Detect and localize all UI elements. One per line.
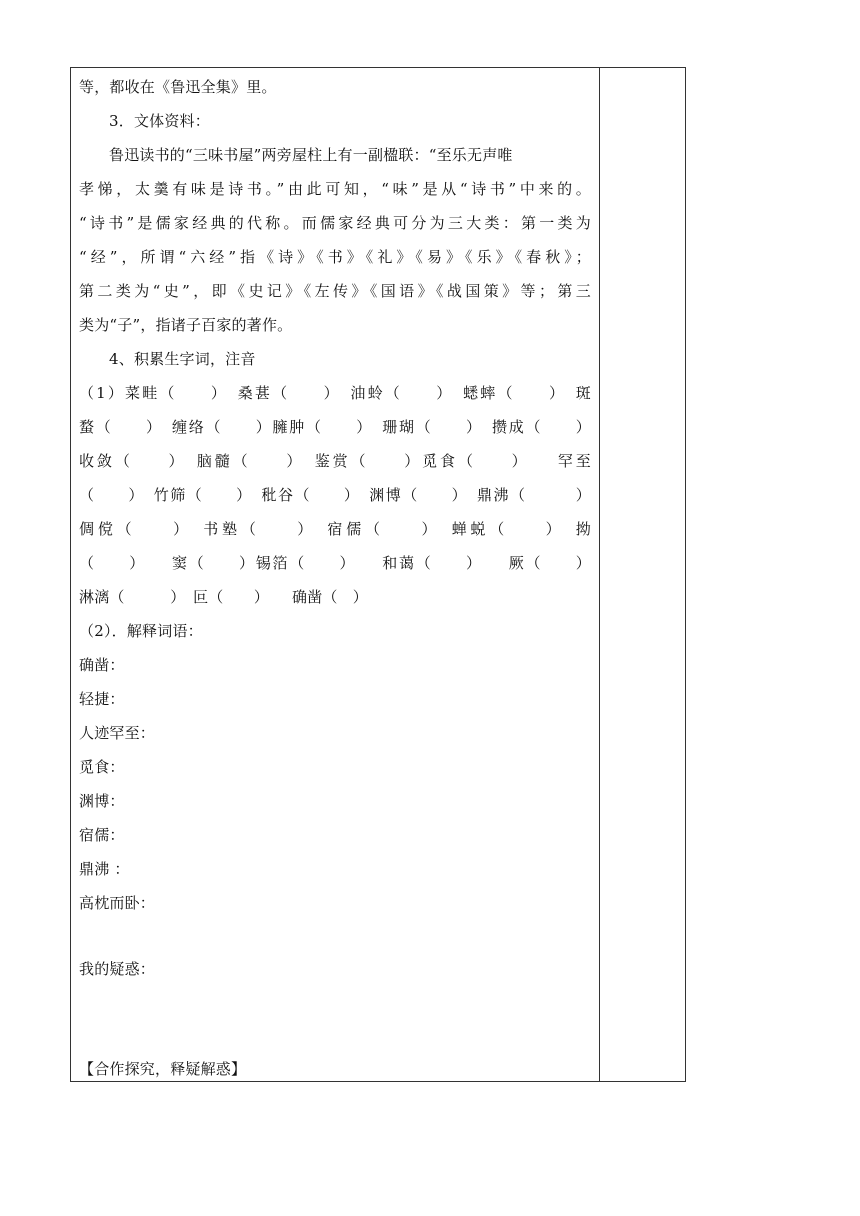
content-cell — [71, 68, 599, 1081]
vocab-line: （ ） 窦（ ）锡箔（ ） 和蔼（ ） 厥（ ） — [79, 554, 591, 572]
section-heading: 4、积累生字词，注音 — [109, 350, 256, 368]
section-heading: 【合作探究，释疑解惑】 — [79, 1060, 247, 1078]
vocab-line: 蝥（ ） 缠络（ ）臃肿（ ） 珊瑚（ ） 攒成（ ） — [79, 418, 591, 436]
section-heading: （2）．解释词语： — [79, 622, 203, 640]
term-line: 确凿： — [79, 656, 125, 674]
worksheet-table — [70, 67, 686, 1082]
term-line: 觅食： — [79, 758, 125, 776]
text-line: 鲁迅读书的“三味书屋”两旁屋柱上有一副楹联：“至乐无声唯 — [109, 146, 513, 164]
vocab-line: （ ） 竹筛（ ） 秕谷（ ） 渊博（ ） 鼎沸（ ） — [79, 486, 591, 504]
text-line: “诗书”是儒家经典的代称。而儒家经典可分为三大类：第一类为 — [79, 214, 591, 232]
text-line: 类为“子”，指诸子百家的著作。 — [79, 316, 293, 334]
vocab-line: 倜傥（ ） 书塾（ ） 宿儒（ ） 蝉蜕（ ） 拗 — [79, 520, 591, 538]
vocab-line: （1）菜畦（ ） 桑葚（ ） 油蛉（ ） 蟋蟀（ ） 斑 — [79, 384, 591, 402]
term-line: 轻捷： — [79, 690, 125, 708]
section-heading: 3．文体资料： — [109, 112, 210, 130]
column-divider — [599, 68, 600, 1081]
text-line: 等，都收在《鲁迅全集》里。 — [79, 78, 277, 96]
text-line: 第二类为“史”，即《史记》《左传》《国语》《战国策》等；第三 — [79, 282, 591, 300]
term-line: 鼎沸 ： — [79, 860, 130, 878]
text-line: 孝悌，太羹有味是诗书。”由此可知，“味”是从“诗书”中来的。 — [79, 180, 591, 198]
term-line: 渊博： — [79, 792, 125, 810]
vocab-line: 收敛（ ） 脑髓（ ） 鉴赏（ ）觅食（ ） 罕至 — [79, 452, 591, 470]
term-line: 人迹罕至： — [79, 724, 156, 742]
term-line: 宿儒： — [79, 826, 125, 844]
text-line: “经”，所谓“六经”指《诗》《书》《礼》《易》《乐》《春秋》； — [79, 248, 591, 266]
vocab-line: 淋漓（ ） 叵（ ） 确凿（ ） — [79, 588, 369, 606]
questions-label: 我的疑惑： — [79, 960, 156, 978]
term-line: 高枕而卧： — [79, 894, 156, 912]
